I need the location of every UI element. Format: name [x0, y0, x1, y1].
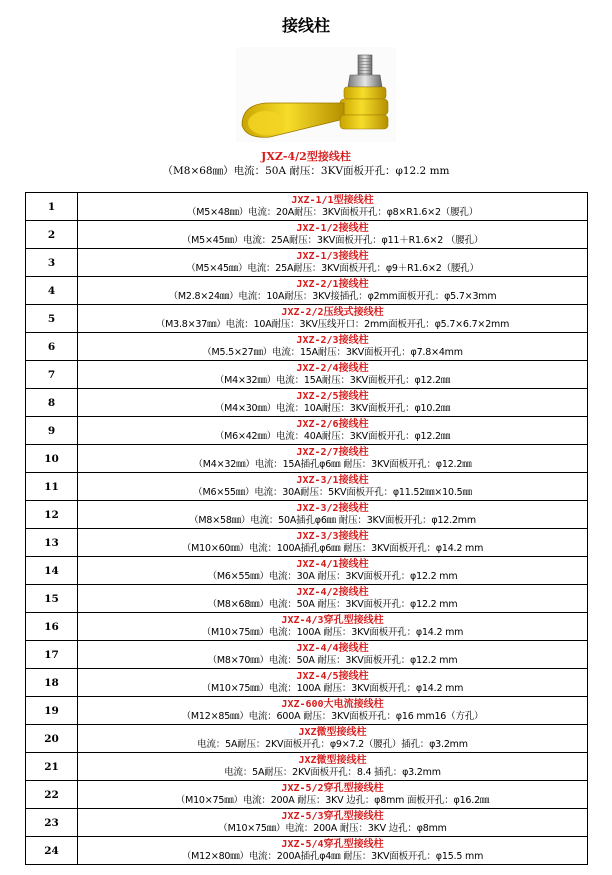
table-row: [26, 221, 588, 249]
row-description: [78, 557, 588, 585]
model-parameters: （M10×75㎜）电流：100A 耐压：3KV面板开孔：φ14.2 mm: [201, 626, 464, 638]
model-parameters: （M4×32㎜）电流：15A插孔φ6㎜ 耐压：3KV面板开孔：φ12.2㎜: [193, 458, 472, 470]
model-name: JXZ-1/1型接线柱: [291, 194, 374, 206]
row-description: [78, 221, 588, 249]
row-description: [78, 781, 588, 809]
model-name: JXZ-3/1接线柱: [296, 474, 369, 486]
table-row: [26, 585, 588, 613]
model-name: JXZ-2/5接线柱: [296, 390, 369, 402]
row-description: [78, 501, 588, 529]
row-description: [78, 669, 588, 697]
table-row: [26, 725, 588, 753]
row-description: [78, 641, 588, 669]
table-row: [26, 389, 588, 417]
model-name: JXZ-4/4接线柱: [296, 642, 369, 654]
row-number: 21: [26, 753, 78, 781]
featured-model-name: JXZ-4/2型接线柱: [261, 150, 351, 163]
model-name: JXZ-5/2穿孔型接线柱: [281, 782, 384, 794]
model-name: JXZ-5/4穿孔型接线柱: [281, 838, 384, 850]
row-number: 19: [26, 697, 78, 725]
table-row: [26, 753, 588, 781]
model-name: JXZ-3/2接线柱: [296, 502, 369, 514]
model-parameters: （M4×30㎜）电流：10A耐压：3KV面板开孔：φ10.2㎜: [214, 402, 451, 414]
table-row: [26, 445, 588, 473]
row-description: [78, 809, 588, 837]
row-description: [78, 753, 588, 781]
model-parameters: （M2.8×24㎜）电流：10A耐压：3KV接插孔：φ2mm面板开孔：φ5.7×3mm: [168, 290, 497, 302]
model-name: JXZ微型接线柱: [298, 726, 367, 738]
table-row: [26, 557, 588, 585]
table-row: [26, 193, 588, 221]
model-name: JXZ-2/6接线柱: [296, 418, 369, 430]
table-row: [26, 781, 588, 809]
model-parameters: （M5×48㎜）电流：20A耐压：3KV面板开孔：φ8×R1.6×2（腰孔）: [186, 206, 479, 218]
row-number: 15: [26, 585, 78, 613]
model-parameters: （M6×55㎜）电流：30A耐压：5KV面板开孔：φ11.52㎜×10.5㎜: [193, 486, 472, 498]
row-number: 23: [26, 809, 78, 837]
row-description: [78, 193, 588, 221]
table-row: [26, 333, 588, 361]
row-description: [78, 333, 588, 361]
row-number: 9: [26, 417, 78, 445]
row-number: 16: [26, 613, 78, 641]
model-parameters: （M3.8×37㎜）电流：10A耐压：3KV压线开口：2mm面板开孔：φ5.7×6.7×2mm: [155, 318, 510, 330]
model-name: JXZ-4/3穿孔型接线柱: [281, 614, 384, 626]
row-description: [78, 529, 588, 557]
model-name: JXZ-1/2接线柱: [296, 222, 369, 234]
table-row: [26, 697, 588, 725]
row-number: 22: [26, 781, 78, 809]
model-parameters: （M8×70㎜）电流：50A 耐压：3KV面板开孔：φ12.2 mm: [207, 654, 458, 666]
table-row: [26, 613, 588, 641]
row-number: 10: [26, 445, 78, 473]
model-parameters: （M8×68㎜）电流：50A 耐压：3KV面板开孔：φ12.2 mm: [207, 598, 458, 610]
model-parameters: （M5.5×27㎜）电流：15A耐压：3KV面板开孔：φ7.8×4mm: [202, 346, 463, 358]
row-number: 8: [26, 389, 78, 417]
model-name: JXZ-2/2压线式接线柱: [281, 306, 384, 318]
model-parameters: （M10×75㎜）电流：100A 耐压：3KV面板开孔：φ14.2 mm: [201, 682, 464, 694]
page-title: 接线柱: [281, 16, 330, 35]
table-row: [26, 529, 588, 557]
table-row: [26, 837, 588, 865]
model-parameters: （M8×58㎜）电流：50A插孔φ6㎜ 耐压：3KV面板开孔：φ12.2mm: [189, 514, 476, 526]
row-number: 7: [26, 361, 78, 389]
row-number: 14: [26, 557, 78, 585]
model-name: JXZ-4/5接线柱: [296, 670, 369, 682]
model-parameters: （M10×75㎜）电流：200A 耐压：3KV 边孔：φ8mm 面板开孔：φ16.2㎜: [175, 794, 490, 806]
table-row: [26, 669, 588, 697]
model-name: JXZ-4/1接线柱: [296, 558, 369, 570]
row-number: 4: [26, 277, 78, 305]
row-number: 20: [26, 725, 78, 753]
model-name: JXZ-1/3接线柱: [296, 250, 369, 262]
model-parameters: （M5×45㎜）电流：25A耐压：3KV面板开孔：φ11＋R1.6×2 （腰孔）: [181, 234, 484, 246]
row-number: 5: [26, 305, 78, 333]
table-row: [26, 249, 588, 277]
table-row: [26, 641, 588, 669]
row-description: [78, 613, 588, 641]
row-number: 24: [26, 837, 78, 865]
model-parameters: （M6×55㎜）电流：30A 耐压：3KV面板开孔：φ12.2 mm: [207, 570, 458, 582]
table-row: [26, 417, 588, 445]
model-name: JXZ-3/3接线柱: [296, 530, 369, 542]
row-description: [78, 697, 588, 725]
row-number: 11: [26, 473, 78, 501]
row-description: [78, 445, 588, 473]
row-number: 3: [26, 249, 78, 277]
row-number: 1: [26, 193, 78, 221]
table-row: [26, 501, 588, 529]
model-name: JXZ-2/1接线柱: [296, 278, 369, 290]
row-number: 12: [26, 501, 78, 529]
row-description: [78, 249, 588, 277]
model-parameters: 电流：5A耐压：2KV面板开孔：8.4 插孔：φ3.2mm: [224, 766, 441, 778]
row-description: [78, 473, 588, 501]
row-number: 17: [26, 641, 78, 669]
model-name: JXZ-2/3接线柱: [296, 334, 369, 346]
model-name: JXZ微型接线柱: [298, 754, 367, 766]
table-row: [26, 809, 588, 837]
row-description: [78, 725, 588, 753]
row-description: [78, 389, 588, 417]
table-row: [26, 361, 588, 389]
featured-model-spec: （M8×68㎜）电流：50A 耐压：3KV面板开孔：φ12.2 mm: [162, 165, 450, 177]
model-parameters: （M12×85㎜）电流：600A 耐压：3KV面板开孔：φ16 mm16（方孔）: [181, 710, 484, 722]
row-description: [78, 837, 588, 865]
model-name: JXZ-2/7接线柱: [296, 446, 369, 458]
row-description: [78, 361, 588, 389]
row-number: 2: [26, 221, 78, 249]
model-name: JXZ-5/3穿孔型接线柱: [281, 810, 384, 822]
terminal-post-photo: [236, 47, 396, 142]
model-parameters: （M6×42㎜）电流：40A耐压：3KV面板开孔：φ12.2㎜: [214, 430, 451, 442]
row-description: [78, 277, 588, 305]
model-parameters: （M12×80㎜）电流：200A插孔φ4㎜ 耐压：3KV面板开孔：φ15.5 mm: [181, 850, 484, 862]
model-parameters: 电流：5A耐压：2KV面板开孔：φ9×7.2（腰孔）插孔：φ3.2mm: [197, 738, 468, 750]
row-description: [78, 585, 588, 613]
model-parameters: （M5×45㎜）电流：25A耐压：3KV面板开孔：φ9＋R1.6×2（腰孔）: [186, 262, 479, 274]
row-description: [78, 305, 588, 333]
table-row: [26, 277, 588, 305]
row-description: [78, 417, 588, 445]
table-row: [26, 305, 588, 333]
terminal-spec-table: [25, 192, 588, 865]
model-name: JXZ-2/4接线柱: [296, 362, 369, 374]
model-parameters: （M10×75㎜）电流：200A 耐压：3KV 边孔：φ8mm: [218, 822, 447, 834]
row-number: 13: [26, 529, 78, 557]
model-parameters: （M4×32㎜）电流：15A耐压：3KV面板开孔：φ12.2㎜: [214, 374, 451, 386]
row-number: 6: [26, 333, 78, 361]
table-row: [26, 473, 588, 501]
model-parameters: （M10×60㎜）电流：100A插孔φ6㎜ 耐压：3KV面板开孔：φ14.2 mm: [181, 542, 484, 554]
model-name: JXZ-4/2接线柱: [296, 586, 369, 598]
model-name: JXZ-600大电流接线柱: [281, 698, 384, 710]
row-number: 18: [26, 669, 78, 697]
